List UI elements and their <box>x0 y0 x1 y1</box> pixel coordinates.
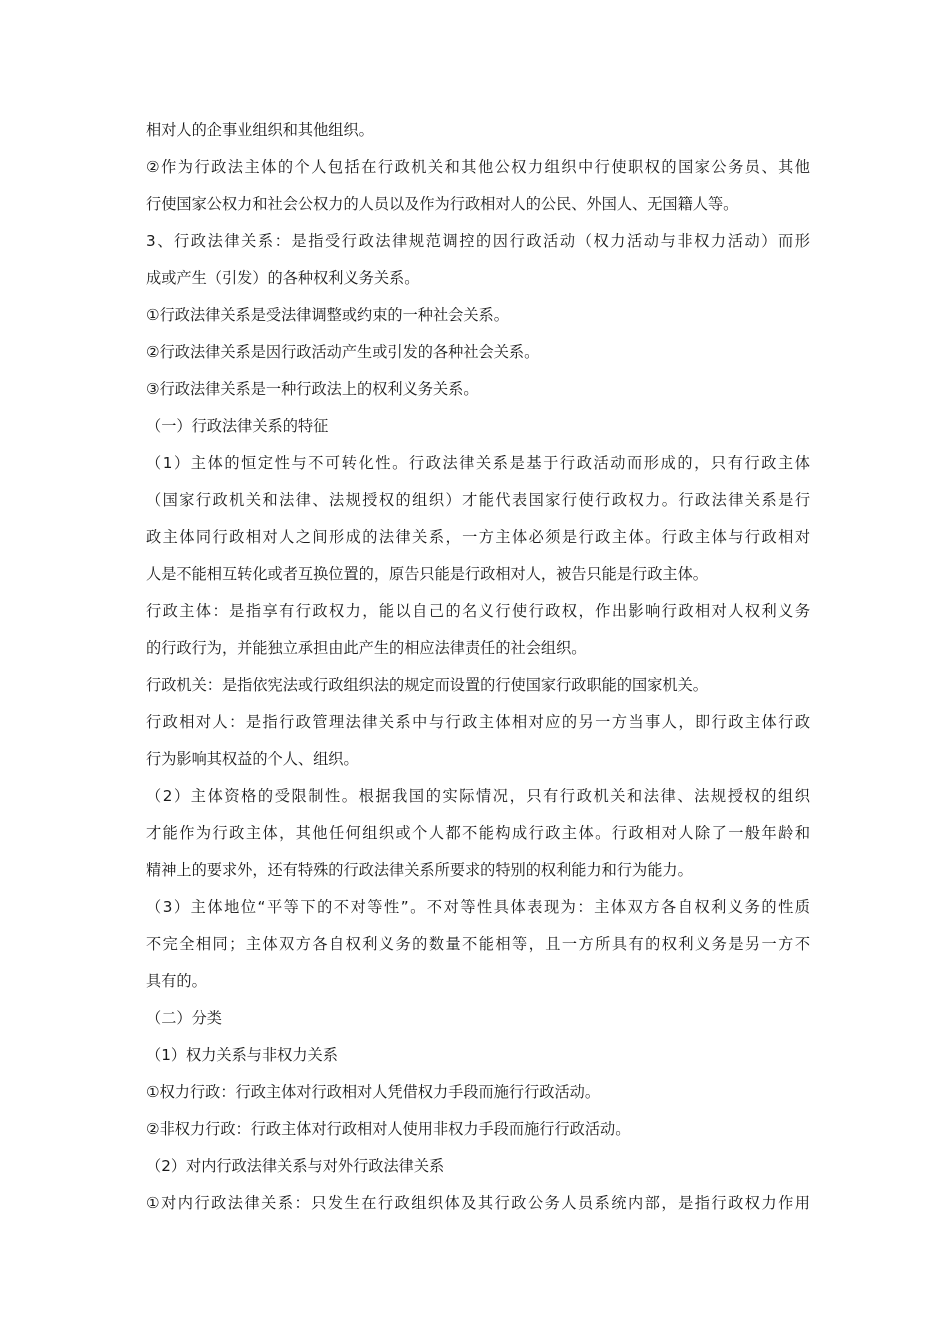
document-body <box>146 112 810 1222</box>
subsection-heading: （2）对内行政法律关系与对外行政法律关系 <box>146 1157 445 1175</box>
text-line: ①行政法律关系是受法律调整或约束的一种社会关系。 <box>146 306 509 324</box>
text-line: 的行政行为，并能独立承担由此产生的相应法律责任的社会组织。 <box>146 639 587 657</box>
text-line: （1）主体的恒定性与不可转化性。行政法律关系是基于行政活动而形成的，只有行政主体 <box>146 454 810 472</box>
text-line: ②行政法律关系是因行政活动产生或引发的各种社会关系。 <box>146 343 540 361</box>
text-line: （国家行政机关和法律、法规授权的组织）才能代表国家行使行政权力。行政法律关系是行 <box>146 491 810 509</box>
text-line: ①对内行政法律关系：只发生在行政组织体及其行政公务人员系统内部，是指行政权力作用 <box>146 1194 810 1212</box>
section-heading: （一）行政法律关系的特征 <box>146 417 329 435</box>
text-line: 精神上的要求外，还有特殊的行政法律关系所要求的特别的权利能力和行为能力。 <box>146 861 693 879</box>
text-line: 才能作为行政主体，其他任何组织或个人都不能构成行政主体。行政相对人除了一般年龄和 <box>146 824 810 842</box>
text-line: 政主体同行政相对人之间形成的法律关系，一方主体必须是行政主体。行政主体与行政相对 <box>146 528 810 546</box>
text-line: 具有的。 <box>146 972 207 990</box>
text-line: 3、行政法律关系：是指受行政法律规范调控的因行政活动（权力活动与非权力活动）而形 <box>146 232 810 250</box>
text-line: 行政相对人：是指行政管理法律关系中与行政主体相对应的另一方当事人，即行政主体行政 <box>146 713 810 731</box>
text-line: 不完全相同；主体双方各自权利义务的数量不能相等，且一方所具有的权利义务是另一方不 <box>146 935 810 953</box>
text-line: 成或产生（引发）的各种权利义务关系。 <box>146 269 420 287</box>
section-heading: （二）分类 <box>146 1009 222 1027</box>
text-line: （2）主体资格的受限制性。根据我国的实际情况，只有行政机关和法律、法规授权的组织 <box>146 787 810 805</box>
text-line: 行政主体：是指享有行政权力，能以自己的名义行使行政权，作出影响行政相对人权利义务 <box>146 602 810 620</box>
text-line: ②非权力行政：行政主体对行政相对人使用非权力手段而施行行政活动。 <box>146 1120 631 1138</box>
text-line: 人是不能相互转化或者互换位置的，原告只能是行政相对人，被告只能是行政主体。 <box>146 565 708 583</box>
text-line: 行使国家公权力和社会公权力的人员以及作为行政相对人的公民、外国人、无国籍人等。 <box>146 195 739 213</box>
text-line: 相对人的企事业组织和其他组织。 <box>146 121 374 139</box>
text-line: （3）主体地位“平等下的不对等性”。不对等性具体表现为：主体双方各自权利义务的性质 <box>146 898 810 916</box>
subsection-heading: （1）权力关系与非权力关系 <box>146 1046 338 1064</box>
text-line: 行政机关：是指依宪法或行政组织法的规定而设置的行使国家行政职能的国家机关。 <box>146 676 708 694</box>
text-line: ③行政法律关系是一种行政法上的权利义务关系。 <box>146 380 479 398</box>
text-line: ①权力行政：行政主体对行政相对人凭借权力手段而施行行政活动。 <box>146 1083 601 1101</box>
text-line: ②作为行政法主体的个人包括在行政机关和其他公权力组织中行使职权的国家公务员、其他 <box>146 158 810 176</box>
text-line: 行为影响其权益的个人、组织。 <box>146 750 359 768</box>
